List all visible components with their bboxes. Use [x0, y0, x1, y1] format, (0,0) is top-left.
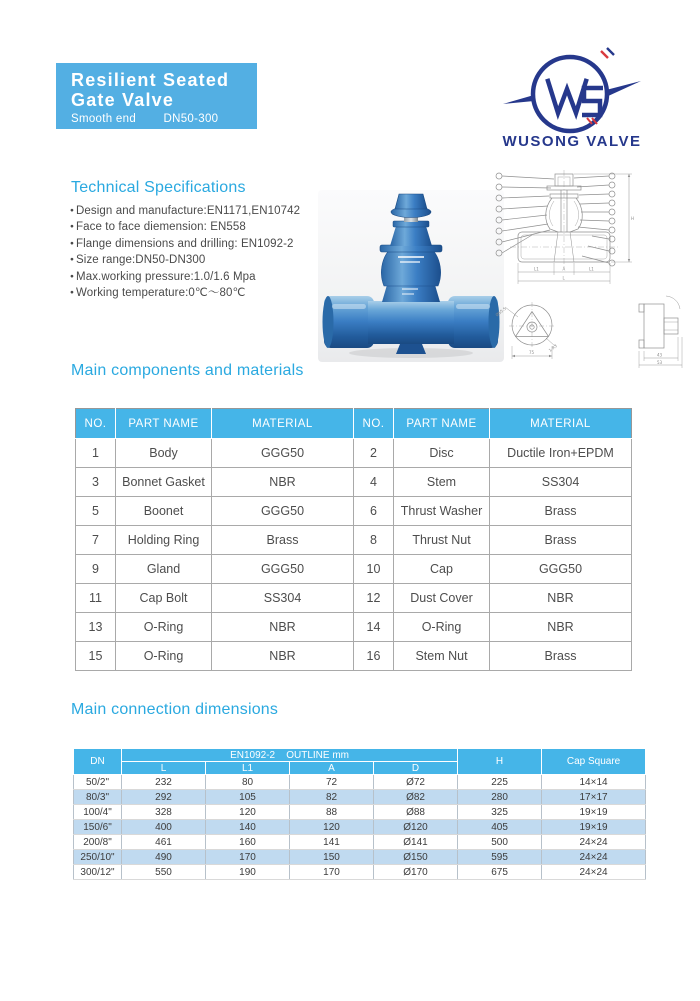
table-row: [74, 805, 646, 820]
table-cell: 120: [206, 805, 290, 820]
table-cell: 232: [122, 775, 206, 790]
table-cell: Ductile Iron+EPDM: [490, 439, 632, 468]
col-group-outline: EN1092-2 OUTLINE mm: [122, 749, 458, 762]
technical-drawing: [492, 168, 692, 383]
table-row: [74, 850, 646, 865]
table-cell: 461: [122, 835, 206, 850]
table-cell: Ø82: [374, 790, 458, 805]
product-subtitle: [71, 113, 257, 125]
spec-bullet-list: [70, 203, 300, 301]
table-cell: 150: [290, 850, 374, 865]
table-cell: SS304: [212, 584, 354, 613]
table-cell: 5: [76, 497, 116, 526]
components-table: [75, 408, 632, 671]
dimensions-header-row-1: [74, 749, 646, 762]
col-h: H: [458, 749, 542, 775]
table-cell: GGG50: [490, 555, 632, 584]
dim-label-75: 75: [529, 350, 535, 356]
header-banner: [56, 63, 257, 129]
table-row: [76, 526, 632, 555]
table-cell: 150/6": [74, 820, 122, 835]
table-cell: O-Ring: [116, 642, 212, 671]
components-heading: Main components and materials: [71, 362, 304, 379]
col-part-name-2: PART NAME: [394, 409, 490, 439]
table-cell: 160: [206, 835, 290, 850]
table-cell: GGG50: [212, 555, 354, 584]
table-cell: Boonet: [116, 497, 212, 526]
table-cell: GGG50: [212, 439, 354, 468]
table-cell: Dust Cover: [394, 584, 490, 613]
table-cell: 675: [458, 865, 542, 880]
table-row: [74, 775, 646, 790]
table-cell: Brass: [212, 526, 354, 555]
table-row: [74, 790, 646, 805]
table-cell: 500: [458, 835, 542, 850]
table-cell: 80/3": [74, 790, 122, 805]
table-cell: Brass: [490, 497, 632, 526]
size-range-label: DN50-300: [163, 113, 219, 125]
table-row: [76, 642, 632, 671]
table-cell: Ø72: [374, 775, 458, 790]
table-cell: 6: [354, 497, 394, 526]
dim-label-dia: Ø55.5: [494, 305, 508, 318]
table-cell: 141: [290, 835, 374, 850]
col-no-2: NO.: [354, 409, 394, 439]
table-cell: 9: [76, 555, 116, 584]
table-cell: 4: [354, 468, 394, 497]
table-row: [76, 613, 632, 642]
table-cell: 80: [206, 775, 290, 790]
table-cell: Thrust Washer: [394, 497, 490, 526]
table-cell: NBR: [212, 613, 354, 642]
table-cell: 200/8": [74, 835, 122, 850]
table-cell: 8: [354, 526, 394, 555]
table-cell: 13: [76, 613, 116, 642]
col-material-2: MATERIAL: [490, 409, 632, 439]
table-row: [74, 835, 646, 850]
table-cell: 100/4": [74, 805, 122, 820]
col-material: MATERIAL: [212, 409, 354, 439]
dimensions-table-body: [74, 775, 646, 880]
table-cell: 19×19: [542, 805, 646, 820]
table-cell: Stem: [394, 468, 490, 497]
table-cell: SS304: [490, 468, 632, 497]
table-cell: 490: [122, 850, 206, 865]
table-cell: 325: [458, 805, 542, 820]
table-cell: 120: [290, 820, 374, 835]
tech-specs-heading: Technical Specifications: [71, 179, 246, 196]
product-title-line2: Gate Valve: [71, 90, 175, 110]
col-l1: L1: [206, 762, 290, 775]
dim-label-h: H: [631, 216, 635, 221]
col-a: A: [290, 762, 374, 775]
table-cell: 3: [76, 468, 116, 497]
table-cell: 88: [290, 805, 374, 820]
table-cell: 280: [458, 790, 542, 805]
table-cell: 17×17: [542, 790, 646, 805]
table-cell: Stem Nut: [394, 642, 490, 671]
spec-item: ● Face to face diemension: EN558: [70, 219, 300, 235]
table-row: [76, 439, 632, 468]
table-cell: 10: [354, 555, 394, 584]
table-cell: 19×19: [542, 820, 646, 835]
components-table-body: [76, 439, 632, 671]
table-cell: O-Ring: [394, 613, 490, 642]
table-cell: Ø141: [374, 835, 458, 850]
gate-valve-image-icon: [318, 190, 504, 362]
components-header-row: [76, 409, 632, 439]
table-cell: 2: [354, 439, 394, 468]
table-row: [76, 555, 632, 584]
table-cell: 82: [290, 790, 374, 805]
table-cell: Disc: [394, 439, 490, 468]
table-cell: O-Ring: [116, 613, 212, 642]
table-cell: 595: [458, 850, 542, 865]
col-cap-square: Cap Square: [542, 749, 646, 775]
spec-item: ● Design and manufacture:EN1171,EN10742: [70, 203, 300, 219]
company-logo: [503, 44, 641, 140]
table-cell: Cap Bolt: [116, 584, 212, 613]
table-cell: Thrust Nut: [394, 526, 490, 555]
table-cell: 16: [354, 642, 394, 671]
table-cell: 11: [76, 584, 116, 613]
dimensions-table: [73, 748, 646, 880]
table-row: [74, 820, 646, 835]
table-cell: NBR: [490, 613, 632, 642]
table-cell: 24×24: [542, 850, 646, 865]
table-cell: 292: [122, 790, 206, 805]
table-cell: 140: [206, 820, 290, 835]
table-cell: GGG50: [212, 497, 354, 526]
table-cell: 12: [354, 584, 394, 613]
spec-item: ● Max.working pressure:1.0/1.6 Mpa: [70, 269, 300, 285]
table-cell: 1: [76, 439, 116, 468]
table-row: [76, 468, 632, 497]
table-row: [74, 865, 646, 880]
table-cell: Ø88: [374, 805, 458, 820]
table-cell: 550: [122, 865, 206, 880]
table-row: [76, 497, 632, 526]
table-cell: 170: [206, 850, 290, 865]
spec-item: ● Flange dimensions and drilling: EN1092-2: [70, 236, 300, 252]
dim-label-l: L: [562, 275, 565, 281]
table-cell: NBR: [212, 468, 354, 497]
table-cell: Cap: [394, 555, 490, 584]
table-cell: Ø150: [374, 850, 458, 865]
table-cell: Body: [116, 439, 212, 468]
dimensions-heading: Main connection dimensions: [71, 701, 279, 718]
col-d: D: [374, 762, 458, 775]
table-cell: Ø170: [374, 865, 458, 880]
table-cell: 24×24: [542, 835, 646, 850]
col-no: NO.: [76, 409, 116, 439]
spec-item: ● Working temperature:0℃～80℃: [70, 285, 300, 301]
table-cell: Brass: [490, 642, 632, 671]
logo-mark-icon: [503, 44, 641, 140]
table-cell: 300/12": [74, 865, 122, 880]
table-cell: 225: [458, 775, 542, 790]
table-cell: Ø120: [374, 820, 458, 835]
table-cell: 400: [122, 820, 206, 835]
table-cell: 15: [76, 642, 116, 671]
table-cell: 105: [206, 790, 290, 805]
end-type-label: Smooth end: [71, 113, 137, 125]
col-l: L: [122, 762, 206, 775]
valve-photo: [318, 190, 504, 362]
table-cell: NBR: [490, 584, 632, 613]
product-title-line1: Resilient Seated: [71, 70, 230, 90]
table-cell: 14×14: [542, 775, 646, 790]
dim-label-radius: 1-R3: [547, 343, 559, 353]
table-cell: Brass: [490, 526, 632, 555]
dim-label-a: A: [562, 266, 566, 272]
table-cell: 50/2": [74, 775, 122, 790]
table-cell: NBR: [212, 642, 354, 671]
table-cell: 7: [76, 526, 116, 555]
table-cell: 24×24: [542, 865, 646, 880]
table-cell: 72: [290, 775, 374, 790]
dim-label-l1b: L1: [589, 266, 594, 272]
table-row: [76, 584, 632, 613]
col-dn: DN: [74, 749, 122, 775]
table-cell: 170: [290, 865, 374, 880]
table-cell: 250/10": [74, 850, 122, 865]
dim-label-l1: L1: [534, 266, 539, 272]
dim-label-53: 53: [657, 359, 663, 365]
table-cell: Bonnet Gasket: [116, 468, 212, 497]
brand-name: WUSONG VALVE: [502, 133, 642, 150]
table-cell: Gland: [116, 555, 212, 584]
spec-item: ● Size range:DN50-DN300: [70, 252, 300, 268]
table-cell: 328: [122, 805, 206, 820]
table-cell: Holding Ring: [116, 526, 212, 555]
col-part-name: PART NAME: [116, 409, 212, 439]
table-cell: 190: [206, 865, 290, 880]
table-cell: 14: [354, 613, 394, 642]
table-cell: 405: [458, 820, 542, 835]
dim-label-43: 43: [657, 352, 663, 358]
